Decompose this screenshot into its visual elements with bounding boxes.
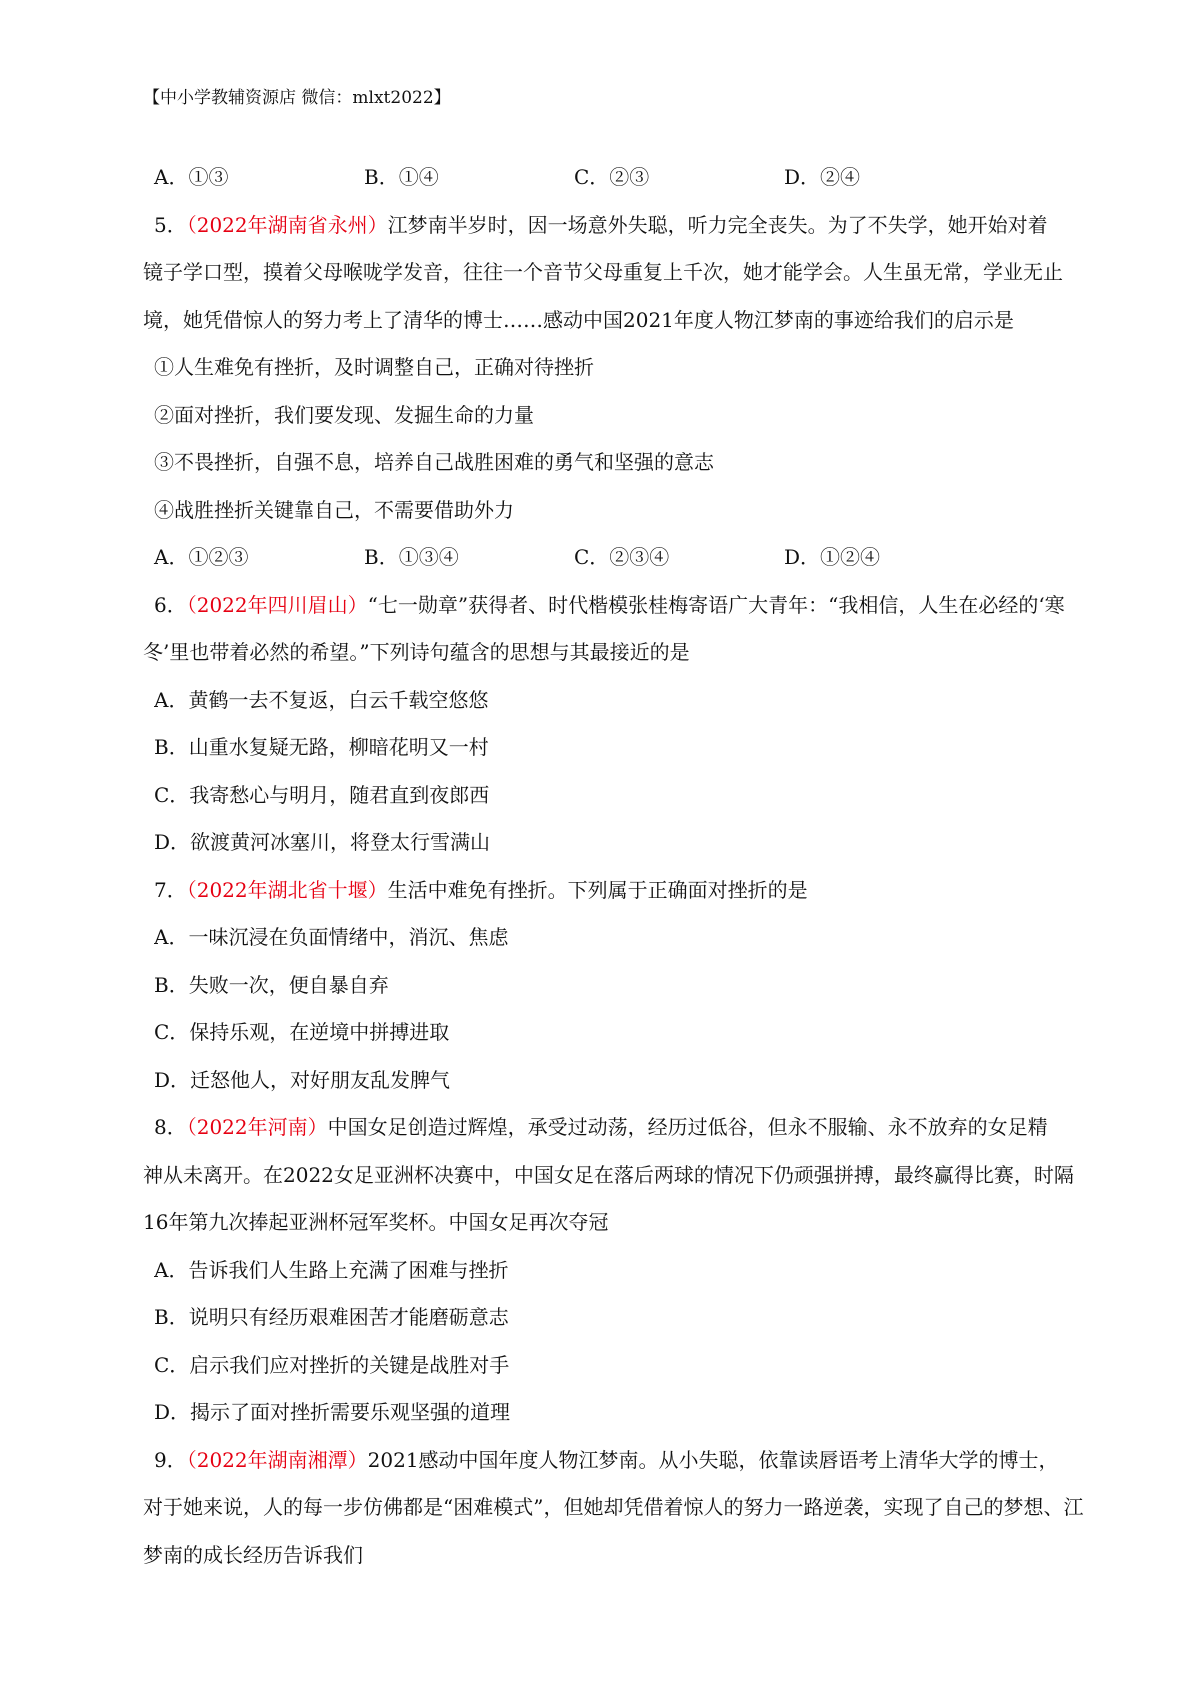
q4-option-b: B．①④ [364, 165, 439, 189]
q5-statement-2: ②面对挫折，我们要发现、发掘生命的力量 [154, 402, 534, 427]
q8-option-b: B．说明只有经历艰难困苦才能磨砺意志 [154, 1305, 509, 1329]
q8-number: 8． [154, 1115, 187, 1139]
q4-option-d: D．②④ [784, 165, 861, 189]
q8-option-c: C．启示我们应对挫折的关键是战胜对手 [154, 1352, 510, 1377]
q6-stem-line-2: 冬’里也带着必然的希望。”下列诗句蕴含的思想与其最接近的是 [143, 640, 690, 664]
q6-stem-1: “七一勋章”获得者、时代楷模张桂梅寄语广大青年：“我相信，人生在必经的‘寒 [367, 592, 1065, 617]
q5-stem-line-3: 境，她凭借惊人的努力考上了清华的博士……感动中国2021年度人物江梦南的事迹给我们的启示是 [143, 307, 1014, 332]
q5-stem-1: 江梦南半岁时，因一场意外失聪，听力完全丧失。为了不失学，她开始对着 [387, 212, 1048, 237]
q5-option-b: B．①③④ [364, 545, 459, 569]
q8-stem-line-3: 16年第九次捧起亚洲杯冠军奖杯。中国女足再次夺冠 [143, 1210, 609, 1234]
q6-option-b: B．山重水复疑无路，柳暗花明又一村 [154, 735, 489, 759]
q7-source: （2022年湖北省十堰） [186, 877, 388, 902]
q7-option-c: C．保持乐观，在逆境中拼搏进取 [154, 1020, 450, 1044]
q6-source: （2022年四川眉山） [186, 592, 368, 617]
q4-option-a: A．①③ [154, 165, 229, 189]
q9-stem-line-1 [154, 1437, 1104, 1485]
q6-number: 6． [154, 592, 187, 617]
page-header: 【中小学教辅资源店 微信：mlxt2022】 [143, 88, 451, 108]
q8-stem-line-1 [154, 1104, 1104, 1152]
q5-stem-line-1 [154, 202, 1104, 250]
q5-source: （2022年湖南省永州） [186, 212, 388, 237]
q9-stem-line-3: 梦南的成长经历告诉我们 [143, 1542, 363, 1567]
q6-option-a: A．黄鹤一去不复返，白云千载空悠悠 [154, 687, 489, 712]
q8-option-a: A．告诉我们人生路上充满了困难与挫折 [154, 1257, 509, 1282]
question-content [143, 154, 1104, 1579]
q9-stem-1: 2021感动中国年度人物江梦南。从小失聪，依靠读唇语考上清华大学的博士， [367, 1447, 1059, 1472]
q6-option-c: C．我寄愁心与明月，随君直到夜郎西 [154, 782, 490, 807]
q7-option-b: B．失败一次，便自暴自弃 [154, 972, 389, 997]
q5-option-d: D．①②④ [784, 545, 881, 569]
q7-number: 7． [154, 877, 187, 902]
q8-stem-1: 中国女足创造过辉煌，承受过动荡，经历过低谷，但永不服输、永不放弃的女足精 [327, 1115, 1048, 1139]
q5-statement-1: ①人生难免有挫折，及时调整自己，正确对待挫折 [154, 355, 594, 379]
q5-statement-3: ③不畏挫折，自强不息，培养自己战胜困难的勇气和坚强的意志 [154, 450, 714, 474]
q8-source: （2022年河南） [186, 1115, 328, 1139]
q5-stem-line-2: 镜子学口型，摸着父母喉咙学发音，往往一个音节父母重复上千次，她才能学会。人生虽无常，学业无止 [143, 260, 1063, 284]
q8-stem-line-2: 神从未离开。在2022女足亚洲杯决赛中，中国女足在落后两球的情况下仍顽强拼搏，最终赢得比赛，时隔 [143, 1162, 1074, 1187]
q8-option-d: D．揭示了面对挫折需要乐观坚强的道理 [154, 1400, 511, 1424]
q7-option-a: A．一味沉浸在负面情绪中，消沉、焦虑 [154, 925, 509, 949]
q4-option-c: C．②③ [574, 165, 650, 189]
q6-stem-line-1 [154, 582, 1104, 630]
q5-options [154, 534, 1104, 582]
q6-option-d: D．欲渡黄河冰塞川，将登太行雪满山 [154, 830, 491, 854]
q7-stem-line [154, 867, 1104, 915]
q7-stem: 生活中难免有挫折。下列属于正确面对挫折的是 [387, 877, 808, 902]
q9-stem-line-2: 对于她来说，人的每一步仿佛都是“困难模式”，但她却凭借着惊人的努力一路逆袭，实现了自己的梦想、江 [143, 1495, 1084, 1519]
q5-option-a: A．①②③ [154, 545, 249, 569]
q7-option-d: D．迁怒他人，对好朋友乱发脾气 [154, 1067, 451, 1092]
q5-number: 5． [154, 212, 187, 237]
q5-option-c: C．②③④ [574, 545, 670, 569]
q9-number: 9． [154, 1447, 187, 1472]
q9-source: （2022年湖南湘潭） [186, 1447, 368, 1472]
q5-statement-4: ④战胜挫折关键靠自己，不需要借助外力 [154, 497, 514, 522]
q4-options [154, 154, 1104, 202]
